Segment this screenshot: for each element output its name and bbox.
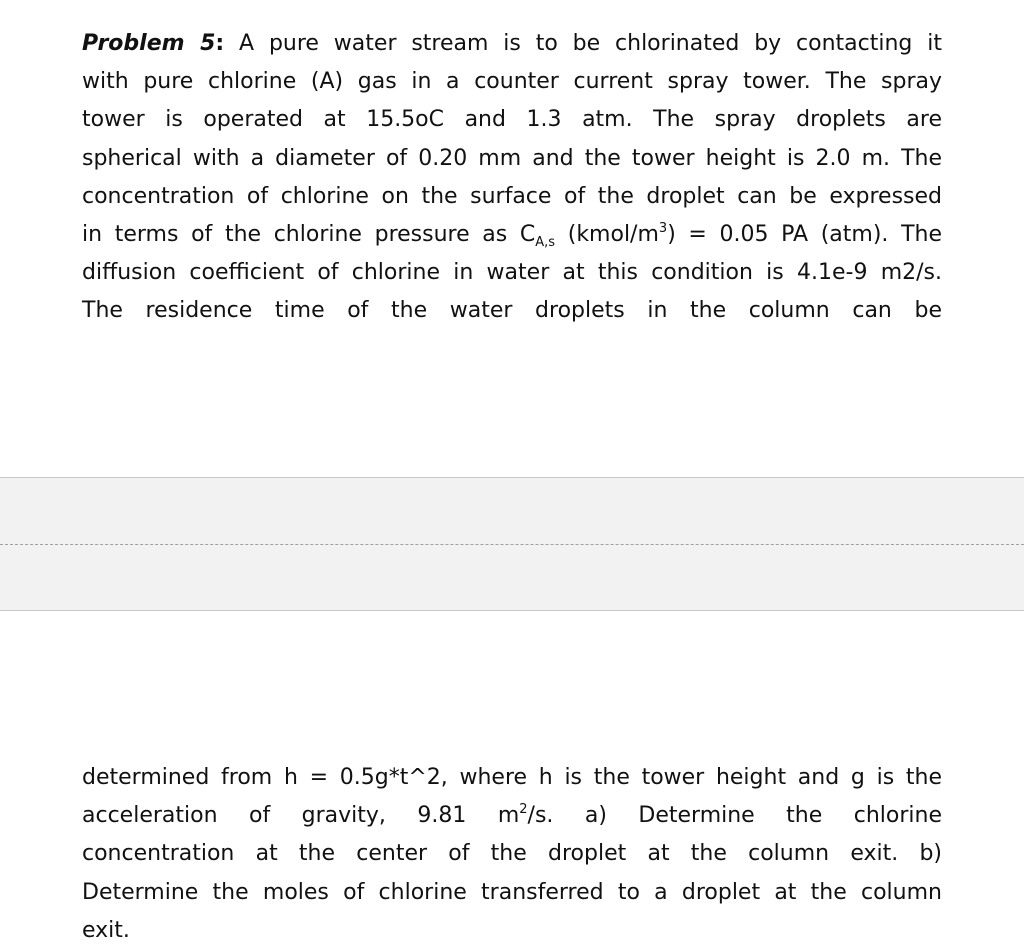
problem-text-bottom: [82, 759, 942, 950]
text-line: concentration at the center of the droplet at the column exit. b): [82, 841, 942, 867]
problem-label: Problem 5: [82, 31, 216, 56]
page-break-divider: [0, 544, 1024, 545]
text-line: tower is operated at 15.5oC and 1.3 atm. The spray droplets are: [82, 107, 942, 133]
text-segment: A pure water stream is to be chlorinated by contacting it: [224, 31, 942, 56]
text-line: diffusion coefficient of chlorine in water at this condition is 4.1e-9 m2/s.: [82, 260, 942, 286]
text-line: determined from h = 0.5g*t^2, where h is the tower height and g is the: [82, 765, 942, 790]
text-line: Determine the moles of chlorine transferred to a droplet at the column: [82, 879, 942, 905]
text-line: with pure chlorine (A) gas in a counter current spray tower. The spray: [82, 69, 942, 95]
text-line: exit.: [82, 917, 130, 943]
subscript: A,s: [535, 235, 556, 251]
problem-text-top: [82, 25, 942, 331]
text-segment: in terms of the chlorine pressure as C: [82, 222, 536, 248]
superscript: 3: [658, 221, 668, 237]
text-line: [82, 797, 942, 835]
text-segment: /s. a) Determine the chlorine: [527, 803, 942, 829]
text-line: [82, 216, 942, 254]
text-segment: ) = 0.05 PA (atm). The: [667, 222, 942, 248]
page-break-band: [0, 477, 1024, 611]
text-line: concentration of chlorine on the surface of the droplet can be expressed: [82, 183, 942, 209]
text-line: The residence time of the water droplets in the column can be: [82, 298, 942, 324]
text-segment: acceleration of gravity, 9.81 m: [82, 803, 520, 829]
text-line: [82, 25, 942, 63]
superscript: 2: [519, 802, 528, 818]
text-segment: (kmol/m: [555, 222, 659, 248]
problem-label-colon: :: [215, 31, 225, 56]
text-line: spherical with a diameter of 0.20 mm and the tower height is 2.0 m. The: [82, 145, 942, 171]
